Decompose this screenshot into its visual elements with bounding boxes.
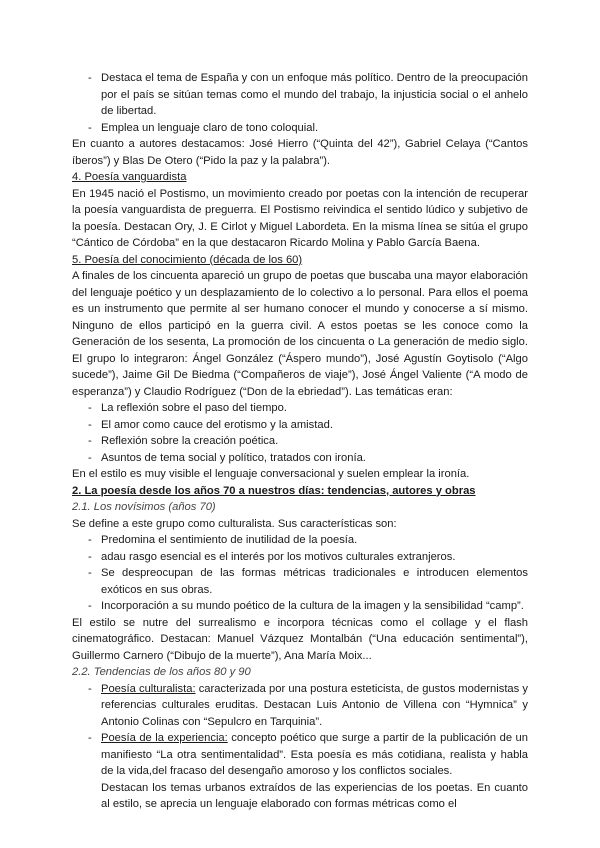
bullet-dash: - [88,567,92,579]
list-item: - adau rasgo esencial es el interés por los motivos culturales extranjeros. [72,549,528,566]
paragraph: En 1945 nació el Postismo, un movimiento creado por poetas con la intención de recuperar la poesía vanguardista de preguerra. El Postismo reivindica el sentido lúdico y subjetivo de la poesía. Destacan Ory, J. E Cirlot y Miguel Labordeta. En la misma línea se sitúa el grupo “Cántico de Córdoba” en la que destacaron Ricardo Molina y Pablo García Baena. [72,187,528,249]
bullet-dash: - [88,402,92,414]
bullet-dash: - [88,600,92,612]
list-item-continuation: Destacan los temas urbanos extraídos de las experiencias de los poetas. En cuanto al estilo, se aprecia un lenguaje elaborado con formas métricas como el [101,781,528,810]
bullet-dash: - [88,451,92,464]
bullet-dash: - [88,418,92,431]
subsection-heading-tendencias: 2.2. Tendencias de los años 80 y 90 [72,666,251,678]
authors-paragraph: En cuanto a autores destacamos: José Hierro (“Quinta del 42”), Gabriel Celaya (“Cantos íberos”) y Blas De Otero (“Pido la paz y la palabra”). [72,138,528,167]
bullet-dash: - [88,682,92,695]
paragraph: Se define a este grupo como culturalista. Sus características son: [72,517,397,530]
list-item: - Emplea un lenguaje claro de tono coloquial. [72,120,528,137]
list-item: - La reflexión sobre el paso del tiempo. [72,400,528,417]
list-item: - Se despreocupan de las formas métricas tradicionales e introducen elementos exóticos en sus obras. [88,567,528,596]
bullet-dash: - [88,435,92,447]
document-page [72,70,528,813]
section-heading-poesia-conocimiento: 5. Poesía del conocimiento (década de los 60) [72,253,303,266]
list-item: - El amor como cauce del erotismo y la amistad. [72,417,528,434]
section-heading-poesia-vanguardista: 4. Poesía vanguardista [72,171,187,183]
list-item: - Reflexión sobre la creación poética. [72,433,528,450]
paragraph: El estilo se nutre del surrealismo e incorpora técnicas como el collage y el flash cinematográfico. Destacan: Manuel Vázquez Montalbán (“Una educación sentimental”), Guillermo Carnero (“Dibujo de la muerte”), Ana María Moix... [72,616,528,662]
paragraph: A finales de los cincuenta apareció un grupo de poetas que buscaba una mayor elaboración del lenguaje poético y un desplazamiento de lo colectivo a lo personal. Para ellos el poema es un instrumento que permite al ser humano conocer el mundo y conocerse a sí mismo. Ninguno de ellos participó en la guerra civil. A estos poetas se les conoce como la Generación de los sesenta, La promoción de los cincuenta o La generación de medio siglo. El grupo lo integraron: Ángel González (“Áspero mundo”), José Agustín Goytisolo (“Algo sucede”), Jaime Gil De Biedma (“Compañeros de viaje”), José Ángel Valiente (“A modo de esperanza”) y Claudio Rodríguez (“Don de la ebriedad”). Las temáticas eran: [72,270,528,398]
bullet-dash: - [88,550,92,563]
list-item: - Incorporación a su mundo poético de la cultura de la imagen y la sensibilidad “camp”. [72,598,528,615]
list-item: - Asuntos de tema social y político, tratados con ironía. [72,450,528,467]
list-item: - Destaca el tema de España y con un enfoque más político. Dentro de la preocupación por el país se sitúan temas como el mundo del trabajo, la injusticia social o el anhelo de libertad. [88,72,528,117]
bullet-dash: - [88,72,92,84]
section-heading-poesia-70: 2. La poesía desde los años 70 a nuestros días: tendencias, autores y obras [72,484,476,497]
bullet-dash: - [88,121,92,134]
term-poesia-experiencia: Poesía de la experiencia: [101,732,228,744]
list-item: - Poesía de la experiencia: concepto poético que surge a partir de la publicación de un manifiesto “La otra sentimentalidad”. Esta poesía es más cotidiana, realista y habla de la vida,del fracaso del desengaño amoroso y los conflictos sociales. [88,732,528,777]
list-item: - Poesía culturalista: caracterizada por una postura esteticista, de gustos modernistas y referencias culturales eruditas. Destacan Luis Antonio de Villena con “Hymnica” y Antonio Colinas con “Sepulcro en Tarquinia”. [88,682,528,728]
bullet-dash: - [88,534,92,546]
list-item: - Predomina el sentimiento de inutilidad de la poesía. [72,532,528,549]
term-poesia-culturalista: Poesía culturalista: [101,682,196,695]
paragraph: En el estilo es muy visible el lenguaje conversacional y suelen emplear la ironía. [72,468,470,480]
bullet-dash: - [88,732,92,744]
subsection-heading-novisimos: 2.1. Los novísimos (años 70) [72,501,216,513]
